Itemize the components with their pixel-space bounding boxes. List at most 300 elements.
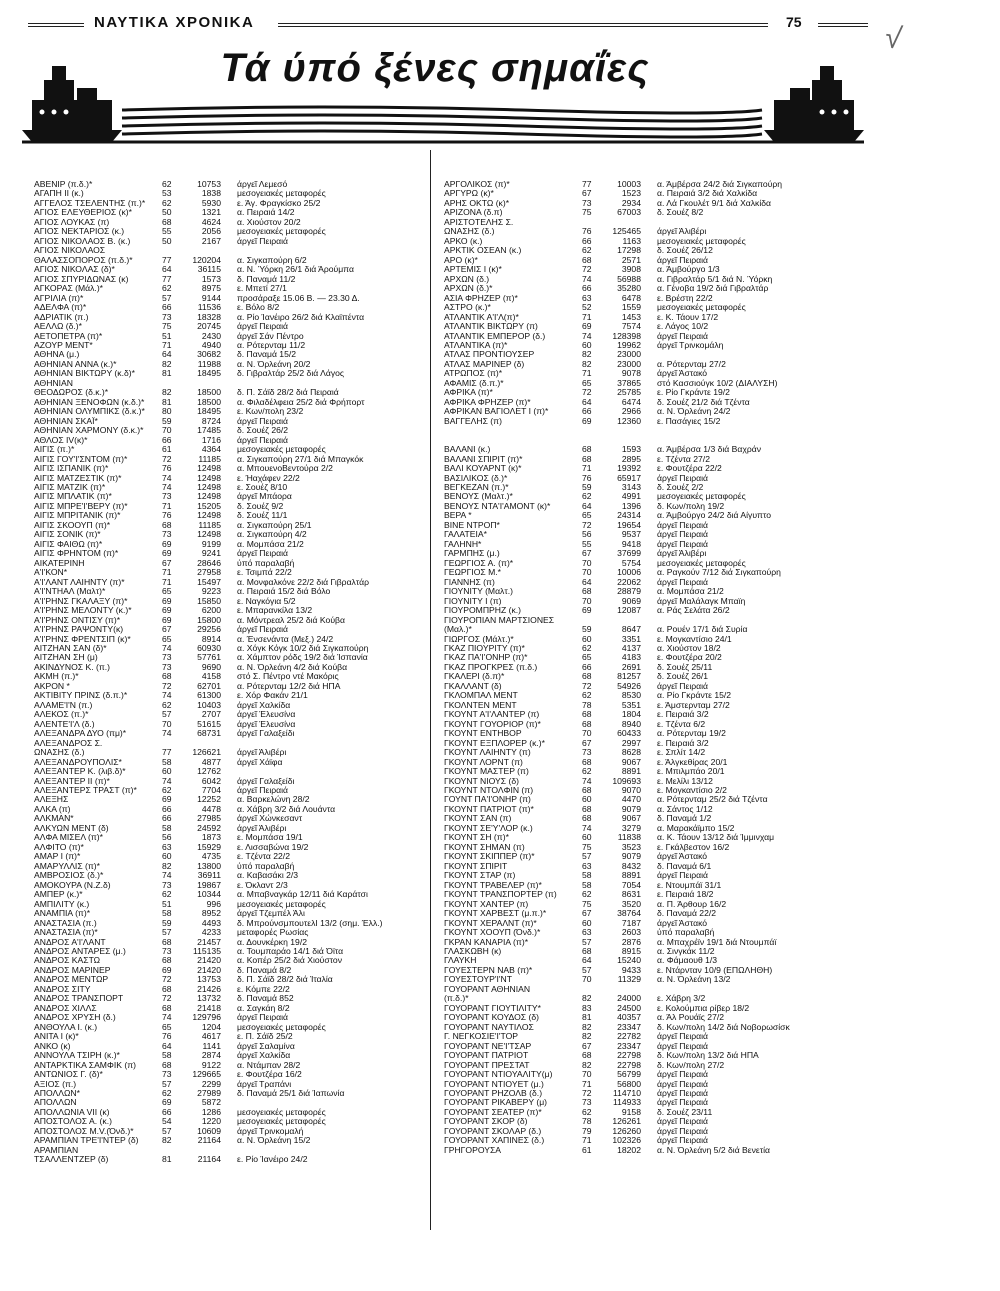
build-year: 56 xyxy=(582,530,592,540)
build-year: 62 xyxy=(582,767,592,777)
build-year: 62 xyxy=(582,890,592,900)
ship-status: δ. Κων/πολη 13/2 διά ΗΠΑ xyxy=(657,1051,759,1061)
ship-name: ΑΖΟΥΡ ΜΕΝΤ* xyxy=(34,340,93,350)
ship-status: άργεῖ Άστακό xyxy=(657,918,708,928)
tonnage: 9537 xyxy=(621,530,641,540)
build-year: 78 xyxy=(582,1117,592,1127)
tonnage: 8914 xyxy=(201,634,221,644)
ship-status: α. Άλ Ρουάϊς 27/2 xyxy=(657,1013,725,1023)
ship-status: ε. Ρίο Ίανέιρο 24/2 xyxy=(237,1155,308,1165)
ship-status: ε. Τζέντα 6/2 xyxy=(657,719,706,729)
build-year: 82 xyxy=(582,1022,592,1032)
build-year: 68 xyxy=(582,454,592,464)
ship-status: ε. Βόλο 8/2 xyxy=(237,303,280,313)
tonnage: 17485 xyxy=(197,426,221,436)
tonnage: 8628 xyxy=(621,748,641,758)
ship-name: ΓΑΡΜΠΗΣ (μ.) xyxy=(444,549,500,559)
build-year: 70 xyxy=(582,558,592,568)
tonnage: 114710 xyxy=(612,1089,641,1098)
tonnage: 12498 xyxy=(197,473,221,483)
tonnage: 54926 xyxy=(617,681,641,691)
ship-name: ΓΟΥΟΡΑΝΤ ΝΑΥΤΙΛΟΣ xyxy=(444,1022,534,1032)
tonnage: 9223 xyxy=(201,587,221,597)
ship-name: ΑΙΓΙΣ ΜΠΡΕ'Ι'ΒΕΡΥ (π)* xyxy=(34,501,128,511)
ship-status: άργεῖ Πειραιά xyxy=(657,1117,708,1127)
tonnage: 1716 xyxy=(201,435,221,445)
tonnage: 9158 xyxy=(621,1107,641,1117)
tonnage: 2571 xyxy=(621,255,641,265)
tonnage: 8891 xyxy=(621,767,641,777)
ship-name: ΓΚΟΥΝΤ ΣΤΑΡ (π) xyxy=(444,871,516,881)
build-year: 53 xyxy=(162,189,172,199)
ship-status: ύπό παραλαβή xyxy=(657,928,715,938)
tonnage: 12762 xyxy=(197,767,221,777)
build-year: 66 xyxy=(582,662,592,672)
build-year: 69 xyxy=(582,606,592,616)
build-year: 73 xyxy=(162,1070,172,1080)
tonnage: 21164 xyxy=(197,1136,221,1146)
build-year: 69 xyxy=(162,549,172,559)
page-number: 75 xyxy=(780,14,808,30)
tonnage: 24314 xyxy=(617,511,641,521)
build-year: 68 xyxy=(162,672,172,682)
build-year: 67 xyxy=(162,625,172,635)
ship-status: α. Δουνκέρκη 19/2 xyxy=(237,937,307,947)
ship-name: ΑΡΙΖΟΝΑ (δ.π) xyxy=(444,208,503,218)
tonnage: 4478 xyxy=(201,804,221,814)
ship-status: δ. Σουέζ 26/12 xyxy=(657,246,713,256)
ship-status: ε. Πειραιά 3/2 xyxy=(657,710,709,720)
ship-name: ΑΝΤΩΝΙΟΣ Γ. (δ)* xyxy=(34,1070,103,1080)
ship-name: ΑΡΧΩΝ (δ.)* xyxy=(444,284,493,294)
ship-status: α. Ν. Ύόρκη 26/1 διά Άρούμπα xyxy=(237,265,354,275)
tonnage: 51615 xyxy=(197,719,221,729)
build-year: 64 xyxy=(162,265,172,275)
check-mark: √ xyxy=(882,21,904,56)
build-year: 60 xyxy=(162,852,172,862)
ship-status: άργεῖ Πειραιά xyxy=(237,1013,288,1023)
ship-name: ΑΘΗΝΙΑΝ ΑΝΝΑ (κ.)* xyxy=(34,359,117,369)
ship-name: ΑΓΙΟΣ ΝΕΚΤΑΡΙΟΣ (κ.) xyxy=(34,227,125,237)
ship-status: α. Μόντρεαλ 25/2 διά Κούβα xyxy=(237,615,345,625)
ship-status: α. Μαρακάϊμπο 15/2 xyxy=(657,823,735,833)
tonnage: 11185 xyxy=(198,454,221,464)
tonnage: 9433 xyxy=(621,965,641,975)
ship-name: ΑΓΚΟΡΑΣ (Μάλ.)* xyxy=(34,284,104,294)
build-year: 83 xyxy=(582,1003,592,1013)
build-year: 54 xyxy=(162,1117,172,1127)
build-year: 64 xyxy=(582,577,592,587)
build-year: 71 xyxy=(582,369,592,379)
ship-status: α. Ν. Όρλεάνη 24/2 xyxy=(657,407,731,417)
ship-status: μεσογειακές μεταφορές xyxy=(237,445,326,455)
ship-status: άργεῖ Πειραιά xyxy=(657,331,708,341)
ship-name: ΑΝΝΟΥΛΑ ΤΣΙΡΗ (κ.)* xyxy=(34,1051,120,1061)
ship-name: ΒΑΛΙ ΚΟΥΑΡΝΤ (κ)* xyxy=(444,464,522,474)
tonnage: 61300 xyxy=(197,691,221,701)
build-year: 76 xyxy=(162,464,172,474)
ship-status: α. Ένσενάντα (Μεξ.) 24/2 xyxy=(237,634,334,644)
ship-status: α. Άμβέρσα 1/3 διά Βαχράν xyxy=(657,445,762,455)
ship-name: ΓΟΥΟΡΑΝΤ ΝΤΙΟΥΕΤ (μ.) xyxy=(444,1079,544,1089)
tonnage: 8975 xyxy=(201,284,221,294)
ship-name: ΑΝΑΣΤΑΣΙΑ (π)* xyxy=(34,928,98,938)
tonnage: 9069 xyxy=(621,596,641,606)
ship-status: α. Ν. Όρλεάνη 4/2 διά Κούβα xyxy=(237,662,348,672)
tonnage: 28646 xyxy=(197,558,221,568)
tonnage: 8432 xyxy=(621,861,641,871)
tonnage: 21420 xyxy=(197,965,221,975)
tonnage: 36911 xyxy=(197,871,221,881)
ship-status: α. Σιγκαπούρη 25/1 xyxy=(237,520,312,530)
ship-status: α. Χιούστον 20/2 xyxy=(237,217,301,227)
build-year: 63 xyxy=(162,842,172,852)
tonnage: 65917 xyxy=(617,473,641,483)
ship-name: ΓΚΟΥΝΤ ΣΑΝ (π) xyxy=(444,814,512,824)
tonnage: 2167 xyxy=(201,236,221,246)
ship-status: δ. Κων/πολη 14/2 διά Νοβορωσίσκ xyxy=(657,1022,790,1032)
tonnage: 37699 xyxy=(617,549,641,559)
tonnage: 67003 xyxy=(617,208,641,218)
ship-status: α. Ρουέν 17/1 διά Συρία xyxy=(657,625,748,635)
ship-status: α. Γένοβα 19/2 διά Γιβραλτάρ xyxy=(657,284,769,294)
build-year: 82 xyxy=(582,350,592,360)
ship-status: ε. Κων/πολη 23/2 xyxy=(237,407,304,417)
build-year: 65 xyxy=(162,634,172,644)
ship-name: ΑΠΟΛΛΩΝΙΑ VII (κ) xyxy=(34,1107,110,1117)
tonnage: 21426 xyxy=(197,984,221,994)
ship-status: ε. Ντουμπάϊ 31/1 xyxy=(657,880,722,890)
ship-status: άργεῖ Άστακό xyxy=(657,852,708,862)
build-year: 67 xyxy=(582,1041,592,1051)
build-year: 67 xyxy=(582,909,592,919)
ship-name: ΑΛΕΞΑΝΤΕΡΣ ΤΡΑΣΤ (π)* xyxy=(34,786,137,795)
ship-status: μεσογειακές μεταφορές xyxy=(657,492,746,502)
tonnage: 40357 xyxy=(617,1013,641,1023)
tonnage: 3279 xyxy=(621,823,641,833)
ship-name: ΒΕΝΟΥΣ ΝΤΑ'Ι'ΑΜΟΝΤ (κ)* xyxy=(444,501,551,511)
build-year: 81 xyxy=(162,369,172,379)
build-year: 72 xyxy=(582,681,592,691)
ship-status: α. ΜπουενοΒεντούρα 2/2 xyxy=(237,464,333,474)
ship-name: ΑΝΔΡΟΣ ΚΑΣΤΩ xyxy=(34,956,101,966)
ship-status: άργεῖ Πειραιά xyxy=(657,520,708,530)
tonnage: 9690 xyxy=(201,662,221,672)
ship-status: ε. Φουτζέρα 20/2 xyxy=(657,653,722,663)
build-year: 69 xyxy=(582,416,592,426)
tonnage: 8891 xyxy=(621,871,641,881)
build-year: 69 xyxy=(582,322,592,332)
ship-status: στό Κασσιούγκ 10/2 (ΔΙΑΛΥΣΗ) xyxy=(657,378,778,388)
ship-name: ΑΠΟΣΤΟΛΟΣ Α. (κ.) xyxy=(34,1117,112,1127)
tonnage: 7054 xyxy=(621,880,641,890)
ship-name: ΓΟΥΟΡΑΝΤ ΠΡΕΣΤΑΤ xyxy=(444,1060,530,1070)
ship-name: Γ. ΝΕΓΚΟΣΙΕ'Ι'ΤΟΡ xyxy=(444,1032,518,1042)
ship-name: ΑΦΡΙΚΑΝ ΒΑΓΙΟΛΕΤ I (π)* xyxy=(444,407,549,417)
tonnage: 36115 xyxy=(197,265,221,275)
ship-status: α. Πειραιά 15/2 διά Βόλο xyxy=(237,587,331,597)
ship-name: ΓΚΟΥΝΤ ΧΑΝΤΕΡ (π) xyxy=(444,899,529,909)
build-year: 62 xyxy=(582,492,592,502)
ship-status: προσάραξε 15.06 Β. — 23.30 Δ. xyxy=(237,293,360,303)
tonnage: 5872 xyxy=(201,1098,221,1108)
build-year: 62 xyxy=(162,786,172,795)
ship-status: α. Φιλαδέλφεια 25/2 διά Φρήπορτ xyxy=(237,397,365,407)
tonnage: 35280 xyxy=(617,284,641,294)
ship-status: ε. Ντάρνταν 10/9 (ΕΠΩΛΗΘΗ) xyxy=(657,965,773,975)
header-rule-right xyxy=(818,23,868,27)
tonnage: 12087 xyxy=(617,606,641,616)
ship-name: ΓΟΥΟΡΑΝΤ ΓΙΟΥΤΙΛΙΤΥ* xyxy=(444,1003,541,1013)
build-year: 70 xyxy=(582,729,592,739)
ship-status: ύπό παραλαβή xyxy=(237,558,295,568)
ship-name: ΑΛΕΚΟΣ (π.)* xyxy=(34,710,89,720)
ship-name: ΑΡΓΟΛΙΚΟΣ (π)* xyxy=(444,180,510,189)
ship-name: ΑΡΑΜΠΙΑΝ xyxy=(34,1145,79,1155)
ship-status: ε. Άλγκεθίρας 20/1 xyxy=(657,757,728,767)
build-year: 51 xyxy=(162,899,172,909)
build-year: 72 xyxy=(162,454,172,464)
ship-status: άργεῖ Πειραιά xyxy=(237,236,288,246)
build-year: 66 xyxy=(162,303,172,313)
ship-status: ε. Κ. Τάουν 17/2 xyxy=(657,312,719,322)
build-year: 69 xyxy=(162,596,172,606)
build-year: 62 xyxy=(162,1089,172,1098)
build-year: 81 xyxy=(162,397,172,407)
build-year: 77 xyxy=(582,180,592,189)
build-year: 67 xyxy=(582,549,592,559)
ship-name: ΓΟΥΕΣΤΕΡΝ ΝΑΒ (π)* xyxy=(444,965,533,975)
build-year: 63 xyxy=(582,928,592,938)
build-year: 66 xyxy=(162,435,172,445)
ship-status: δ. Π. Σάϊδ 28/2 διά Πειραιά xyxy=(237,388,339,398)
ship-name: ΓΙΟΥΝΙΤΥ Ι (π) xyxy=(444,596,502,606)
build-year: 82 xyxy=(582,359,592,369)
tonnage: 11536 xyxy=(197,303,221,313)
ship-status: α. Μπαχρέϊν 19/1 διά Ντουμπάϊ xyxy=(657,937,777,947)
tonnage: 115135 xyxy=(192,946,221,956)
ship-status: α. Άμβέρσα 24/2 διά Σιγκαπούρη xyxy=(657,180,783,189)
ship-status: α. Χόγκ Κόγκ 10/2 διά Σιγκαπούρη xyxy=(237,643,369,653)
tonnage: 18495 xyxy=(197,407,221,417)
ship-status: ε. Μπετί 27/1 xyxy=(237,284,287,294)
tonnage: 24000 xyxy=(617,994,641,1004)
build-year: 62 xyxy=(162,198,172,208)
ship-name: ΑΛΕΞΗΣ xyxy=(34,795,69,805)
build-year: 74 xyxy=(162,691,172,701)
build-year: 50 xyxy=(162,208,172,218)
build-year: 68 xyxy=(162,520,172,530)
ship-status: άργεῖ Χώνκεσαντ xyxy=(237,814,303,824)
ship-status: ε. Π. Σάϊδ 25/2 xyxy=(237,1032,293,1042)
build-year: 61 xyxy=(162,445,172,455)
ship-name: ΓΚΟΥΝΤ ΧΕΡΑΛΝΤ (π)* xyxy=(444,918,537,928)
tonnage: 30682 xyxy=(197,350,221,360)
ship-name: ΑΛΕΞΑΝΤΕΡ II (π)* xyxy=(34,776,110,786)
tonnage: 12498 xyxy=(197,511,221,521)
build-year: 68 xyxy=(162,217,172,227)
build-year: 59 xyxy=(162,918,172,928)
ship-status: α. Σιγκαπούρη 6/2 xyxy=(237,255,307,265)
ship-status: α. Ράς Σελάτα 26/2 xyxy=(657,606,730,616)
tonnage: 81257 xyxy=(617,672,641,682)
ship-name: ΑΚΙΝΔΥΝΟΣ Κ. (π.) xyxy=(34,662,111,672)
ship-name: ΑΙΓΙΣ ΜΠΛΑΤΙΚ (π)* xyxy=(34,492,112,502)
ship-name: ΓΑΛΑΤΕΙΑ* xyxy=(444,530,487,540)
ship-status: α. Ρότερνταμ 12/2 διά ΗΠΑ xyxy=(237,681,341,691)
ship-status: ε. Κολούμπια ρίβερ 18/2 xyxy=(657,1003,750,1013)
ship-status: α. Χάμπτον ρόδς 19/2 διά Ίσπανία xyxy=(237,653,368,663)
ship-name: ΑΓΙΟΣ ΣΠΥΡΙΔΩΝΑΣ (κ) xyxy=(34,274,129,284)
tonnage: 15240 xyxy=(617,956,641,966)
tonnage: 128398 xyxy=(612,331,641,341)
tonnage: 62701 xyxy=(197,681,221,691)
ship-name: Α'Ι'ΚΟΝ* xyxy=(34,568,68,578)
build-year: 60 xyxy=(582,634,592,644)
build-year: 64 xyxy=(582,956,592,966)
ship-status: άργεῖ Πειραιά xyxy=(657,1126,708,1136)
ship-name: ΑΛΕΞΑΝΤΕΡ Κ. (λιβ.δ)* xyxy=(34,767,126,777)
ship-status: α. Φάμαουθ 1/3 xyxy=(657,956,718,966)
ship-status: ε. Φουτζέρα 22/2 xyxy=(657,464,722,474)
build-year: 74 xyxy=(582,331,592,341)
ship-name: ΑΚΡΟΝ * xyxy=(34,681,70,691)
tonnage: 22798 xyxy=(617,1060,641,1070)
build-year: 82 xyxy=(162,359,172,369)
build-year: 70 xyxy=(582,975,592,985)
ship-name: ΑΛΚΑ (π) xyxy=(34,804,71,814)
build-year: 57 xyxy=(162,928,172,938)
tonnage: 9122 xyxy=(201,1060,221,1070)
ship-status: α. Πειραιά 3/2 διά Χαλκίδα xyxy=(657,189,758,199)
build-year: 71 xyxy=(582,1079,592,1089)
sea-waves-illustration xyxy=(22,107,864,142)
tonnage: 4183 xyxy=(621,653,641,663)
ship-status: α. Βαρκελώνη 28/2 xyxy=(237,795,310,805)
ship-status: άργεῖ Πειραιά xyxy=(237,625,288,635)
tonnage: 3523 xyxy=(621,842,641,852)
ship-status: α. Κ. Τάουν 13/12 διά Ίμμινχαμ xyxy=(657,833,775,843)
ship-name: ΑΜΑΡΥΛΛΙΣ (π)* xyxy=(34,861,101,871)
build-year: 57 xyxy=(162,1126,172,1136)
tonnage: 9241 xyxy=(201,549,221,559)
ship-status: ε. Τζέντα 22/2 xyxy=(237,852,290,862)
build-year: 73 xyxy=(582,748,592,758)
ship-status: άργεῖ Χαλκίδα xyxy=(237,700,291,710)
ship-name: ΓΚΟΥΝΤ ΛΟΡΝΤ (π) xyxy=(444,757,523,767)
build-year: 67 xyxy=(162,558,172,568)
tonnage: 15205 xyxy=(197,501,221,511)
tonnage: 9199 xyxy=(201,539,221,549)
tonnage: 13800 xyxy=(197,861,221,871)
ship-name: ΓΙΩΡΓΟΣ (Μάλτ.)* xyxy=(444,634,514,644)
build-year: 70 xyxy=(162,426,172,436)
ship-status: ε. Ρίο Γκράντε 19/2 xyxy=(657,388,730,398)
tonnage: 13732 xyxy=(197,994,221,1004)
ship-status: άργεῖ Έλευσίνα xyxy=(237,710,296,720)
tonnage: 4617 xyxy=(201,1032,221,1042)
tonnage: 60433 xyxy=(617,729,641,739)
ship-status: άργεῖ Πειραιά xyxy=(657,871,708,881)
header-rule-left xyxy=(28,23,84,27)
ship-name: ΑΡΤΕΜΙΣ I (κ)* xyxy=(444,265,502,275)
build-year: 66 xyxy=(162,1107,172,1117)
ship-status: μεσογειακές μεταφορές xyxy=(237,189,326,199)
ship-name: ΓΚΟΥΝΤ ΕΞΠΛΟΡΕΡ (κ.)* xyxy=(444,738,545,748)
build-year: 68 xyxy=(582,255,592,265)
build-year: 73 xyxy=(162,946,172,956)
ship-status: μεσογειακές μεταφορές xyxy=(237,227,326,237)
ship-status: άργεῖ Άλιβέρι xyxy=(657,227,707,237)
tonnage: 996 xyxy=(206,899,221,909)
tonnage: 2966 xyxy=(621,407,641,417)
ship-status: ε. Ήαχάφεν 22/2 xyxy=(237,473,300,483)
build-year: 71 xyxy=(582,464,592,474)
ship-name: ΓΚΟΥΝΤ ΜΑΣΤΕΡ (π) xyxy=(444,767,529,777)
tonnage: 56800 xyxy=(617,1079,641,1089)
build-year: 56 xyxy=(162,833,172,843)
build-year: 68 xyxy=(582,445,592,455)
build-year: 66 xyxy=(582,407,592,417)
tonnage: 1204 xyxy=(201,1022,221,1032)
build-year: 73 xyxy=(162,312,172,322)
tonnage: 2056 xyxy=(201,227,221,237)
build-year: 71 xyxy=(162,568,172,578)
tonnage: 2895 xyxy=(621,454,641,464)
ship-name: ΒΑΛΑΝΙ (κ.) xyxy=(444,445,491,455)
build-year: 66 xyxy=(162,814,172,824)
tonnage: 4493 xyxy=(201,918,221,928)
tonnage: 10753 xyxy=(197,180,221,189)
build-year: 69 xyxy=(162,965,172,975)
build-year: 82 xyxy=(162,1136,172,1146)
ship-name: ΘΑΛΑΣΣΟΠΟΡΟΣ (π.δ.)* xyxy=(34,255,133,265)
tonnage: 21418 xyxy=(197,1003,221,1013)
ship-name: ΑΘΗΝΙΑΝ ΞΕΝΟΦΩΝ (κ.δ.)* xyxy=(34,397,145,407)
ship-status: άργεῖ Πειραιά xyxy=(657,530,708,540)
ship-name: ΑΔΕΛΦΑ (π)* xyxy=(34,303,87,313)
build-year: 68 xyxy=(582,804,592,814)
ship-status: ε. Άγ. Φραγκίσκο 25/2 xyxy=(237,198,321,208)
ship-name: ΑΘΛΟΣ IV(κ)* xyxy=(34,435,88,445)
tonnage: 17298 xyxy=(617,246,641,256)
build-year: 82 xyxy=(582,1032,592,1042)
tonnage: 27985 xyxy=(197,814,221,824)
tonnage: 10609 xyxy=(197,1126,221,1136)
ship-name: ΓΚΟΥΝΤ ΛΑΙΗΝΤΥ (π) xyxy=(444,748,531,758)
ship-name: ΒΙΝΕ ΝΤΡΟΠ* xyxy=(444,520,500,530)
tonnage: 6478 xyxy=(621,293,641,303)
ship-name: ΓΚΡΑΝ ΚΑΝΑΡΙΑ (π)* xyxy=(444,937,529,947)
ship-status: άργεῖ Πειραιά xyxy=(657,1070,708,1080)
ship-status: α. Λά Γκουλέτ 9/1 διά Χαλκίδα xyxy=(657,198,772,208)
tonnage: 6200 xyxy=(201,606,221,616)
build-year: 55 xyxy=(582,539,592,549)
tonnage: 129665 xyxy=(192,1070,221,1080)
build-year: 62 xyxy=(582,691,592,701)
build-year: 55 xyxy=(162,227,172,237)
build-year: 77 xyxy=(162,274,172,284)
ship-name: ΑΡΚΤΙΚ ΟΣΕΑΝ (κ.) xyxy=(444,246,522,256)
ship-name: ΓΟΥΟΡΑΝΤ ΑΘΗΝΙΑΝ xyxy=(444,984,531,994)
ship-name: ΑΒΕΝΙΡ (π.δ.)* xyxy=(34,180,93,189)
tonnage: 23000 xyxy=(617,359,641,369)
tonnage: 11329 xyxy=(617,975,641,985)
ship-status: μεσογειακές μεταφορές xyxy=(657,236,746,246)
ship-status: δ. Σουέζ 11/1 xyxy=(237,511,288,521)
ship-name: ΑΦΡΙΚΑ ΦΡΗΖΕΡ (π)* xyxy=(444,397,531,407)
build-year: 64 xyxy=(162,350,172,360)
